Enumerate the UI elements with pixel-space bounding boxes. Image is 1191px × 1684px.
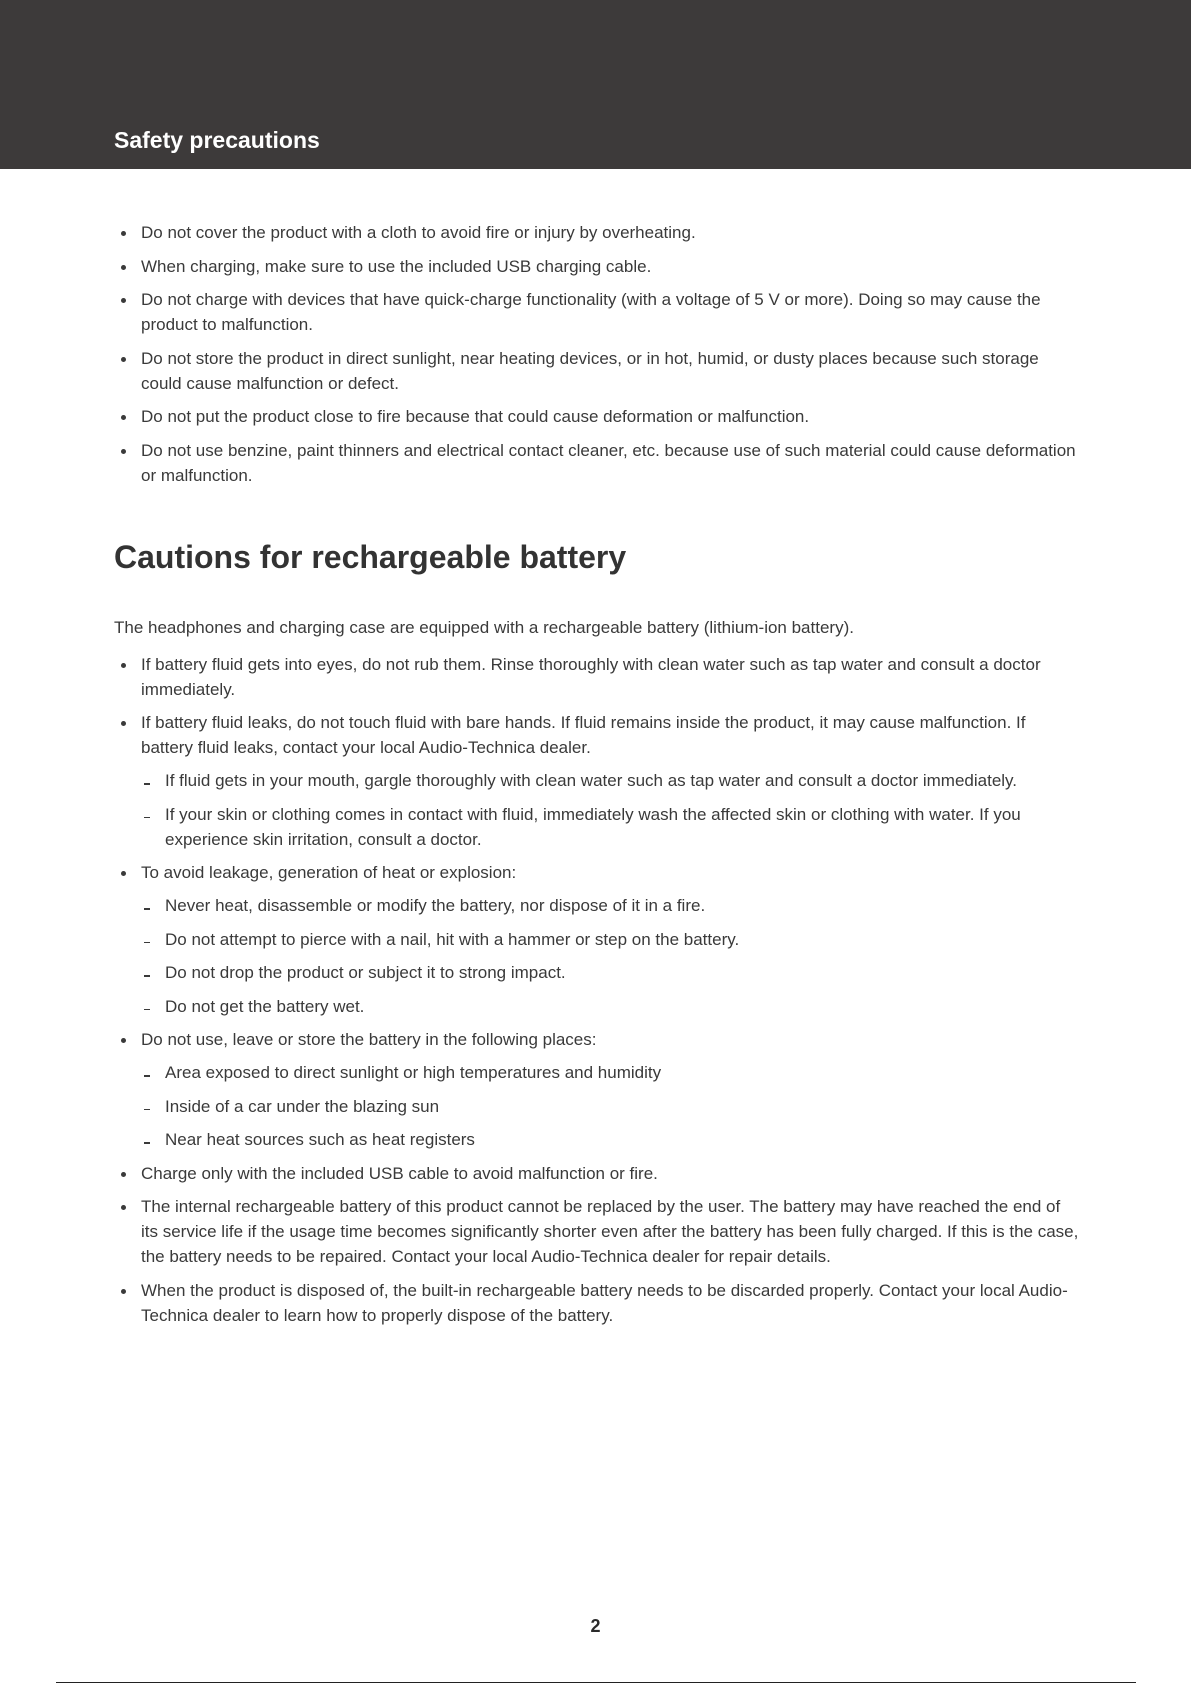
header-band	[0, 0, 1191, 169]
page-title: Safety precautions	[114, 127, 320, 153]
battery-list	[114, 652, 1080, 1328]
sub-list-item: Do not get the battery wet.	[141, 994, 1080, 1019]
sub-list-item: Do not drop the product or subject it to strong impact.	[141, 960, 1080, 985]
list-item-text: The internal rechargeable battery of this product cannot be replaced by the user. The battery may have reached the end of its service life if the usage time becomes significantly shorter even after the battery has been fully charged. If this is the case, the battery needs to be repaired. Contact your local Audio-Technica dealer for repair details.	[141, 1197, 1079, 1266]
sub-list-item: If fluid gets in your mouth, gargle thoroughly with clean water such as tap water and consult a doctor immediately.	[141, 768, 1080, 793]
sub-list	[141, 1060, 1080, 1152]
list-item	[114, 1027, 1080, 1152]
sub-list-item: Near heat sources such as heat registers	[141, 1127, 1080, 1152]
list-item	[114, 710, 1080, 852]
list-item: When charging, make sure to use the included USB charging cable.	[114, 254, 1080, 279]
list-item-text: Do not use, leave or store the battery in the following places:	[141, 1030, 597, 1049]
page-number: 2	[590, 1616, 601, 1636]
sub-list	[141, 768, 1080, 852]
list-item: Do not put the product close to fire because that could cause deformation or malfunction.	[114, 404, 1080, 429]
list-item-text: When the product is disposed of, the built-in rechargeable battery needs to be discarded properly. Contact your local Audio-Technica dealer to learn how to properly dispose of the battery.	[141, 1280, 1068, 1325]
footer-divider	[56, 1682, 1136, 1683]
list-item: Do not store the product in direct sunlight, near heating devices, or in hot, humid, or dusty places because such storage could cause malfunction or defect.	[114, 346, 1080, 396]
list-item	[114, 860, 1080, 1019]
list-item-text: If battery fluid leaks, do not touch fluid with bare hands. If fluid remains inside the product, it may cause malfunction. If battery fluid leaks, contact your local Audio-Technica dealer.	[141, 713, 1026, 757]
sub-list-item: If your skin or clothing comes in contact with fluid, immediately wash the affected skin or clothing with water. If you experience skin irritation, consult a doctor.	[141, 802, 1080, 852]
sub-list-item: Area exposed to direct sunlight or high temperatures and humidity	[141, 1060, 1080, 1085]
list-item	[114, 652, 1080, 702]
main-content	[114, 220, 1080, 1336]
section-intro: The headphones and charging case are equipped with a rechargeable battery (lithium-ion battery).	[114, 617, 854, 637]
list-item	[114, 1194, 1080, 1269]
sub-list-item: Never heat, disassemble or modify the battery, nor dispose of it in a fire.	[141, 893, 1080, 918]
list-item: Do not charge with devices that have quick-charge functionality (with a voltage of 5 V or more). Doing so may cause the product to malfunction.	[114, 287, 1080, 337]
list-item-text: If battery fluid gets into eyes, do not rub them. Rinse thoroughly with clean water such as tap water and consult a doctor immediately.	[141, 654, 1041, 699]
sub-list-item: Do not attempt to pierce with a nail, hit with a hammer or step on the battery.	[141, 927, 1080, 952]
list-item: Do not use benzine, paint thinners and electrical contact cleaner, etc. because use of such material could cause deformation or malfunction.	[114, 438, 1080, 488]
list-item	[114, 1161, 1080, 1186]
sub-list	[141, 893, 1080, 1019]
list-item	[114, 1278, 1080, 1328]
list-item: Do not cover the product with a cloth to avoid fire or injury by overheating.	[114, 220, 1080, 245]
section-heading: Cautions for rechargeable battery	[114, 538, 627, 575]
list-item-text: To avoid leakage, generation of heat or explosion:	[141, 863, 517, 882]
list-item-text: Charge only with the included USB cable to avoid malfunction or fire.	[141, 1163, 658, 1183]
sub-list-item: Inside of a car under the blazing sun	[141, 1094, 1080, 1119]
safety-list	[114, 220, 1080, 488]
